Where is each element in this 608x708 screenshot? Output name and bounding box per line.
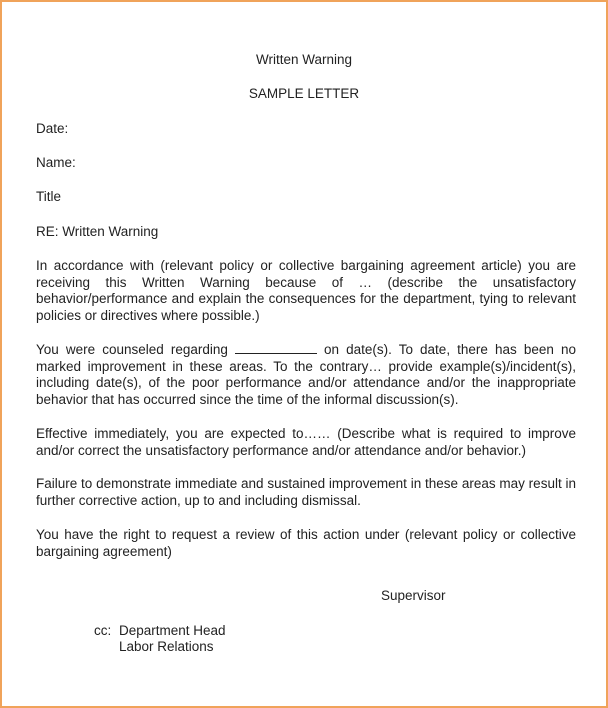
title-label: Title	[36, 189, 62, 204]
paragraph-4: Failure to demonstrate immediate and sustained improvement in these areas may result in further corrective action, up to and including dismissal.	[36, 476, 576, 508]
cc-item-labor-relations: Labor Relations	[119, 639, 214, 654]
paragraph-1: In accordance with (relevant policy or collective bargaining agreement article) you are receiving this Written Warning because of … (describe the unsatisfactory behavior/performance and explain the consequences for the department, tying to relevant policies or directives where possible.)	[36, 258, 576, 323]
date-label: Date:	[36, 121, 69, 136]
re-line: RE: Written Warning	[36, 224, 159, 239]
letter-subtitle: SAMPLE LETTER	[248, 86, 360, 101]
signature: Supervisor	[381, 588, 446, 603]
blank-line	[235, 342, 317, 354]
letter-title: Written Warning	[255, 52, 353, 67]
name-label: Name:	[36, 155, 76, 170]
cc-item-department-head: Department Head	[119, 623, 226, 638]
paragraph-5: You have the right to request a review of this action under (relevant policy or collective bargaining agreement)	[36, 527, 576, 559]
cc-label: cc:	[94, 623, 112, 638]
paragraph-2	[36, 342, 576, 408]
paragraph-3: Effective immediately, you are expected to…… (Describe what is required to improve and/or correct the unsatisfactory performance and/or attendance and/or behavior.)	[36, 426, 576, 458]
paragraph-2-after: on date(s). To date, there has been no marked improvement in these areas. To the contrary… provide example(s)/incident(s), including date(s), of the poor performance and/or attendance and/or the inappropriate behavior that has occurred since the time of the informal discussion(s).	[36, 342, 576, 407]
paragraph-2-before: You were counseled regarding	[36, 342, 228, 357]
